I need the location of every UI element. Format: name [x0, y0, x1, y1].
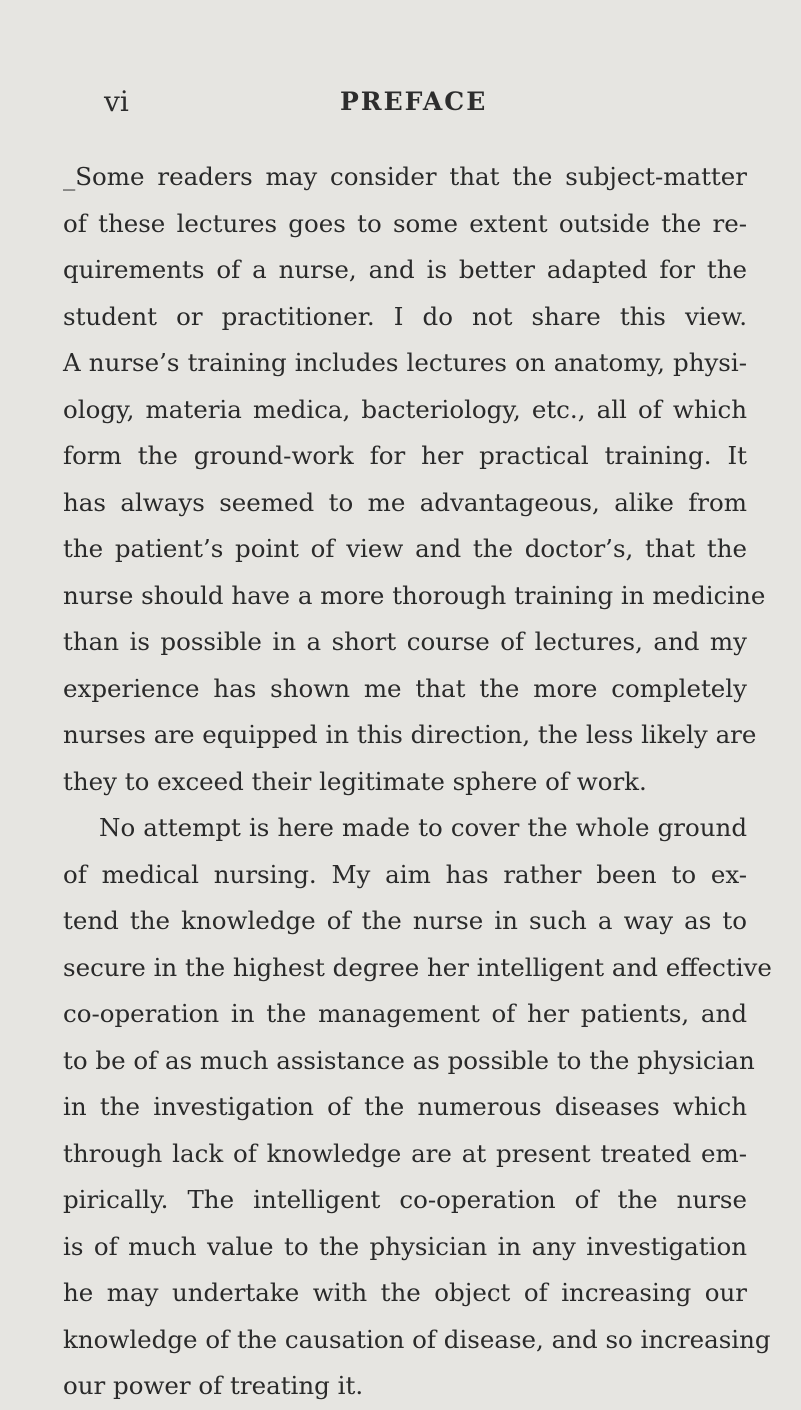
text-line: form the ground-work for her practical training. It: [63, 441, 747, 470]
body-text: [63, 154, 772, 1410]
page-number: vi: [104, 85, 129, 118]
text-line: nurses are equipped in this direction, the less likely are: [63, 720, 757, 749]
text-line: in the investigation of the numerous diseases which: [63, 1092, 747, 1121]
text-line: is of much value to the physician in any investigation: [63, 1231, 747, 1261]
text-line: of these lectures goes to some extent outside the re-: [63, 208, 747, 238]
text-line: ology, materia medica, bacteriology, etc., all of which: [63, 394, 747, 424]
text-line: knowledge of the causation of disease, and so increasing: [63, 1324, 771, 1354]
text-line: they to exceed their legitimate sphere of work.: [63, 766, 647, 796]
text-line: through lack of knowledge are at present treated em-: [63, 1138, 747, 1168]
paragraph-1: [63, 154, 766, 805]
text-line: tend the knowledge of the nurse in such a way as to: [63, 906, 747, 935]
text-line: he may undertake with the object of increasing our: [63, 1278, 747, 1307]
text-line: A nurse’s training includes lectures on anatomy, physi-: [63, 348, 747, 377]
text-line: than is possible in a short course of lectures, and my: [63, 627, 747, 656]
text-line: our power of treating it.: [63, 1371, 364, 1400]
text-line: _Some readers may consider that the subject-matter: [63, 162, 747, 191]
text-line: the patient’s point of view and the doctor’s, that the: [63, 534, 747, 563]
text-line: pirically. The intelligent co-operation of the nurse: [63, 1185, 747, 1214]
text-line: has always seemed to me advantageous, alike from: [63, 487, 747, 517]
text-line: quirements of a nurse, and is better adapted for the: [63, 255, 747, 284]
text-line: No attempt is here made to cover the whole ground: [99, 813, 747, 842]
text-line: nurse should have a more thorough training in medicine: [63, 580, 766, 610]
text-line: of medical nursing. My aim has rather been to ex-: [63, 859, 747, 889]
text-line: student or practitioner. I do not share this view.: [63, 301, 747, 331]
text-line: co-operation in the management of her patients, and: [63, 999, 747, 1028]
page-header: [0, 82, 801, 122]
text-line: secure in the highest degree her intelligent and effective: [63, 952, 772, 982]
text-line: experience has shown me that the more completely: [63, 673, 747, 703]
text-line: to be of as much assistance as possible to the physician: [63, 1045, 755, 1075]
paragraph-2: [63, 805, 772, 1410]
running-head: PREFACE: [340, 87, 488, 116]
